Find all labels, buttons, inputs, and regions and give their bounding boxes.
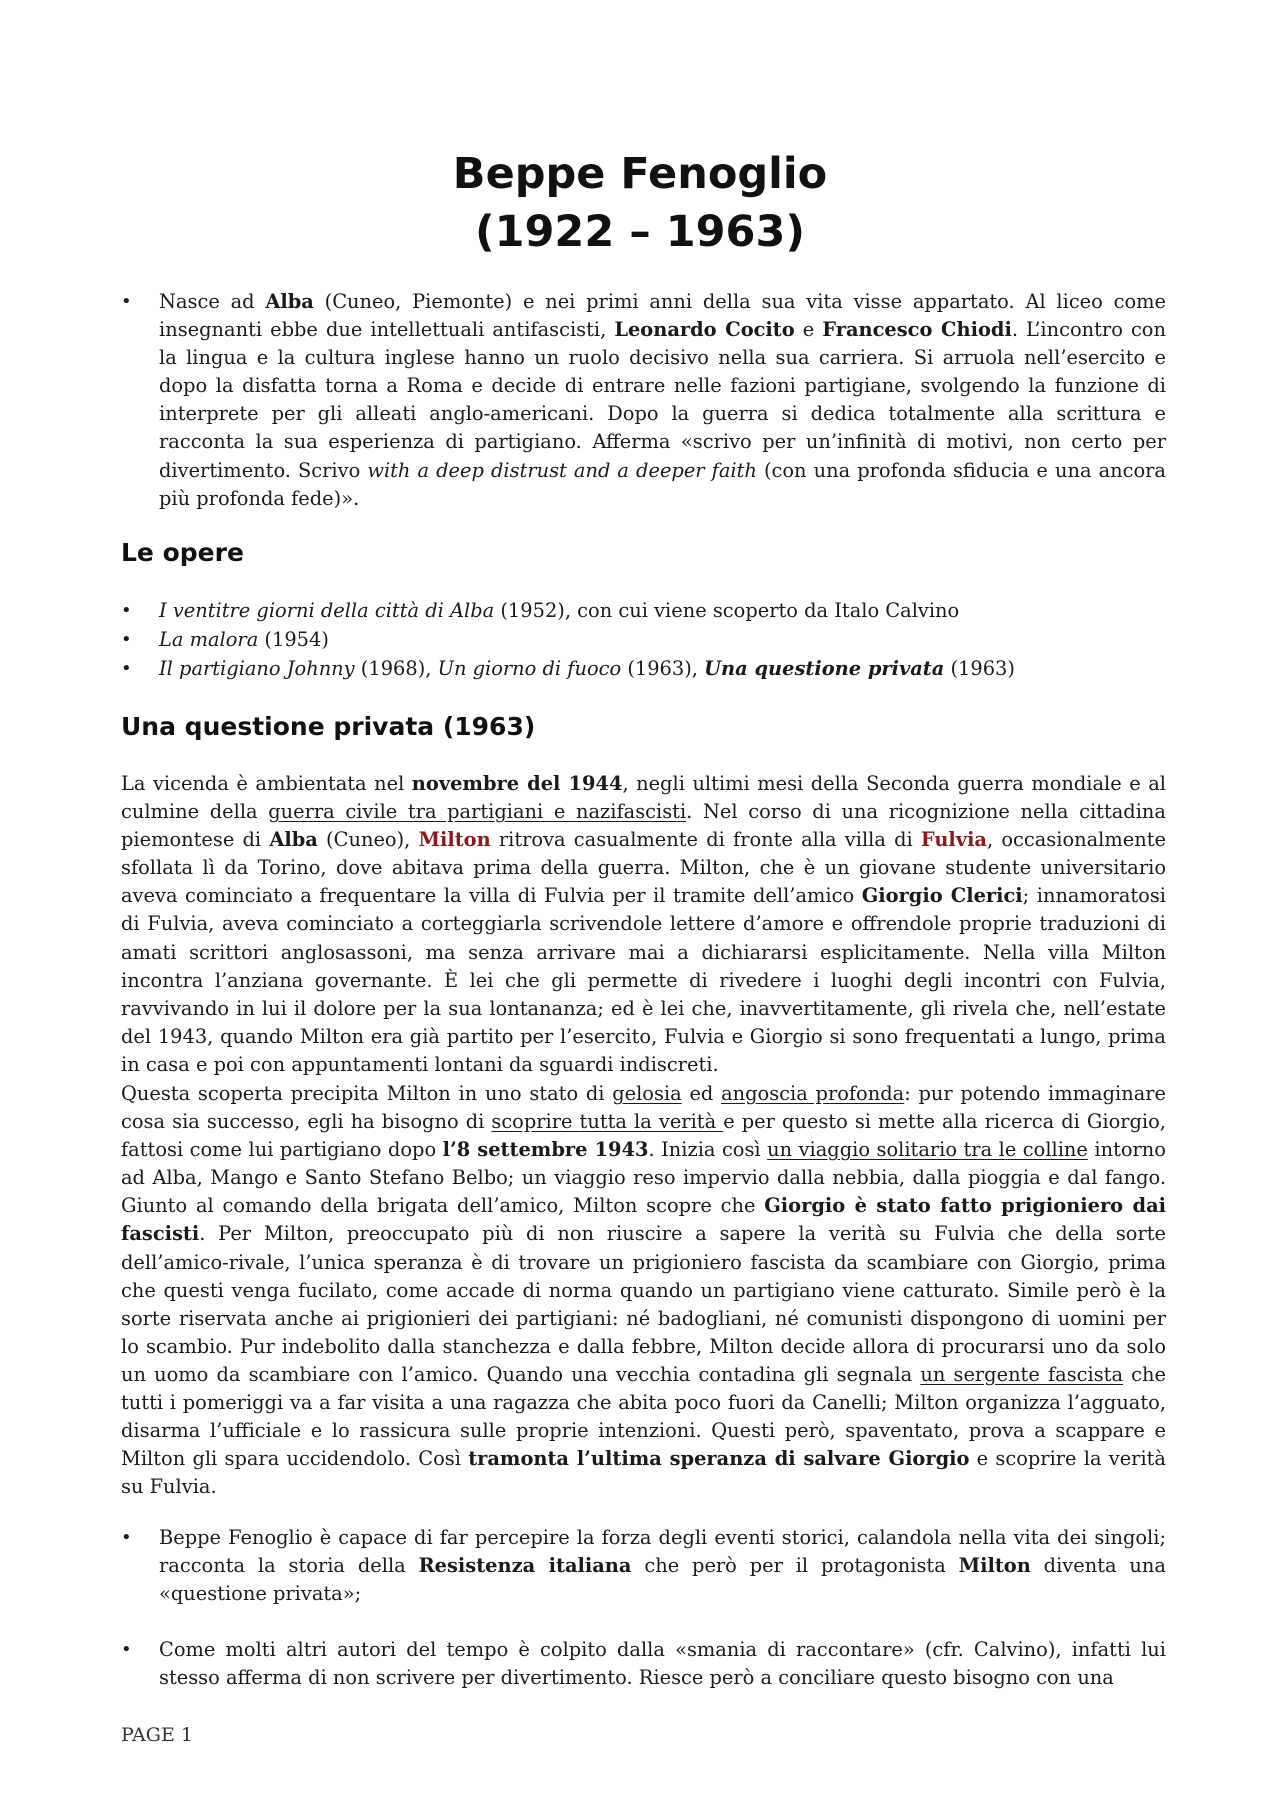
opere-item: • La malora (1954) [121,626,1166,654]
document-title-dates: (1922 – 1963) [474,207,806,257]
section-heading-questione: Una questione privata (1963) [121,712,536,741]
bullet-icon: • [121,1639,132,1660]
analysis-bullet-2: • Come molti altri autori del tempo è colpito dalla «smania di raccontare» (cfr. Calvino), infatti lui stesso afferma di non scrivere per divertimento. Riesce però a conciliare questo bisogno con una [121,1638,1166,1690]
page-number: 1 [180,1724,193,1746]
bio-text: Nasce ad Alba (Cuneo, Piemonte) e nei primi anni della sua vita visse appartato. Al liceo come insegnanti ebbe due intellettuali antifascisti, Leonardo Cocito e Francesco Chiodi. L’incontro con la lingua e la cultura inglese hanno un ruolo decisivo nella sua carriera. Si arruola nell’esercito e dopo la disfatta torna a Roma e decide di entrare nelle fazioni partigiane, svolgendo la funzione di interprete per gli alleati anglo-americani. Dopo la guerra si dedica totalmente alla scrittura e racconta la sua esperienza di partigiano. Afferma «scrivo per un’infinità di motivi, non certo per divertimento. Scrivo with a deep distrust and a deeper faith (con una profonda sfiducia e una ancora più profonda fede)». [159,290,1166,510]
bullet-icon: • [121,291,132,312]
bullet-icon: • [121,658,132,679]
opere-item: • I ventitre giorni della città di Alba (1952), con cui viene scoperto da Italo Calvino [121,597,1166,625]
bullet-icon: • [121,600,132,621]
bio-bullet [121,288,1166,513]
bullet-icon: • [121,629,132,650]
page-footer [121,1722,193,1748]
section-heading-opere: Le opere [121,538,244,567]
opere-item: • Il partigiano Johnny (1968), Un giorno di fuoco (1963), Una questione privata (1963) [121,655,1166,683]
summary-paragraph-2: Questa scoperta precipita Milton in uno stato di gelosia ed angoscia profonda: pur potendo immaginare cosa sia successo, egli ha bisogno di scoprire tutta la verità e per questo si mette alla ricerca di Giorgio, fattosi come lui partigiano dopo l’8 settembre 1943. Inizia così un viaggio solitario tra le colline intorno ad Alba, Mango e Santo Stefano Belbo; un viaggio reso impervio dalla nebbia, dalla pioggia e dal fango. Giunto al comando della brigata dell’amico, Milton scopre che Giorgio è stato fatto prigioniero dai fascisti. Per Milton, preoccupato più di non riuscire a sapere la verità su Fulvia che della sorte dell’amico-rivale, l’unica speranza è di trovare un prigioniero fascista da scambiare con Giorgio, prima che questi venga fucilato, come accade di norma quando un partigiano viene catturato. Simile però è la sorte riservata anche ai prigionieri dei partigiani: né badogliani, né comunisti dispongono di uomini per lo scambio. Pur indebolito dalla stanchezza e dalla febbre, Milton decide allora di procurarsi uno da solo un uomo da scambiare con l’amico. Quando una vecchia contadina gli segnala un sergente fascista che tutti i pomeriggi va a far visita a una ragazza che abita poco fuori da Canelli; Milton organizza l’agguato, disarma l’ufficiale e lo rassicura sulle proprie intenzioni. Questi però, spaventato, prova a scappare e Milton gli spara uccidendolo. Così tramonta l’ultima speranza di salvare Giorgio e scoprire la verità su Fulvia. [121,1082,1167,1499]
page-label: PAGE [121,1724,175,1746]
summary-paragraph-1: La vicenda è ambientata nel novembre del 1944, negli ultimi mesi della Seconda guerra mondiale e al culmine della guerra civile tra partigiani e nazifascisti. Nel corso di una ricognizione nella cittadina piemontese di Alba (Cuneo), Milton ritrova casualmente di fronte alla villa di Fulvia, occasionalmente sfollata lì da Torino, dove abitava prima della guerra. Milton, che è un giovane studente universitario aveva cominciato a frequentare la villa di Fulvia per il tramite dell’amico Giorgio Clerici; innamoratosi di Fulvia, aveva cominciato a corteggiarla scrivendole lettere d’amore e offrendole proprie traduzioni di amati scrittori anglosassoni, ma senza arrivare mai a dichiararsi esplicitamente. Nella villa Milton incontra l’anziana governante. È lei che gli permette di rivedere i luoghi degli incontri con Fulvia, ravvivando in lui il dolore per la sua lontananza; ed è lei che, inavvertitamente, gli rivela che, nell’estate del 1943, quando Milton era già partito per l’esercito, Fulvia e Giorgio si sono frequentati a lungo, prima in casa e poi con appuntamenti lontani da sguardi indiscreti. [121,772,1166,1076]
analysis-bullet-1: • Beppe Fenoglio è capace di far percepire la forza degli eventi storici, calandola nella vita dei singoli; racconta la storia della Resistenza italiana che però per il protagonista Milton diventa una «questione privata»; [121,1526,1166,1606]
bullet-icon: • [121,1527,132,1548]
document-title: Beppe Fenoglio [452,149,828,199]
